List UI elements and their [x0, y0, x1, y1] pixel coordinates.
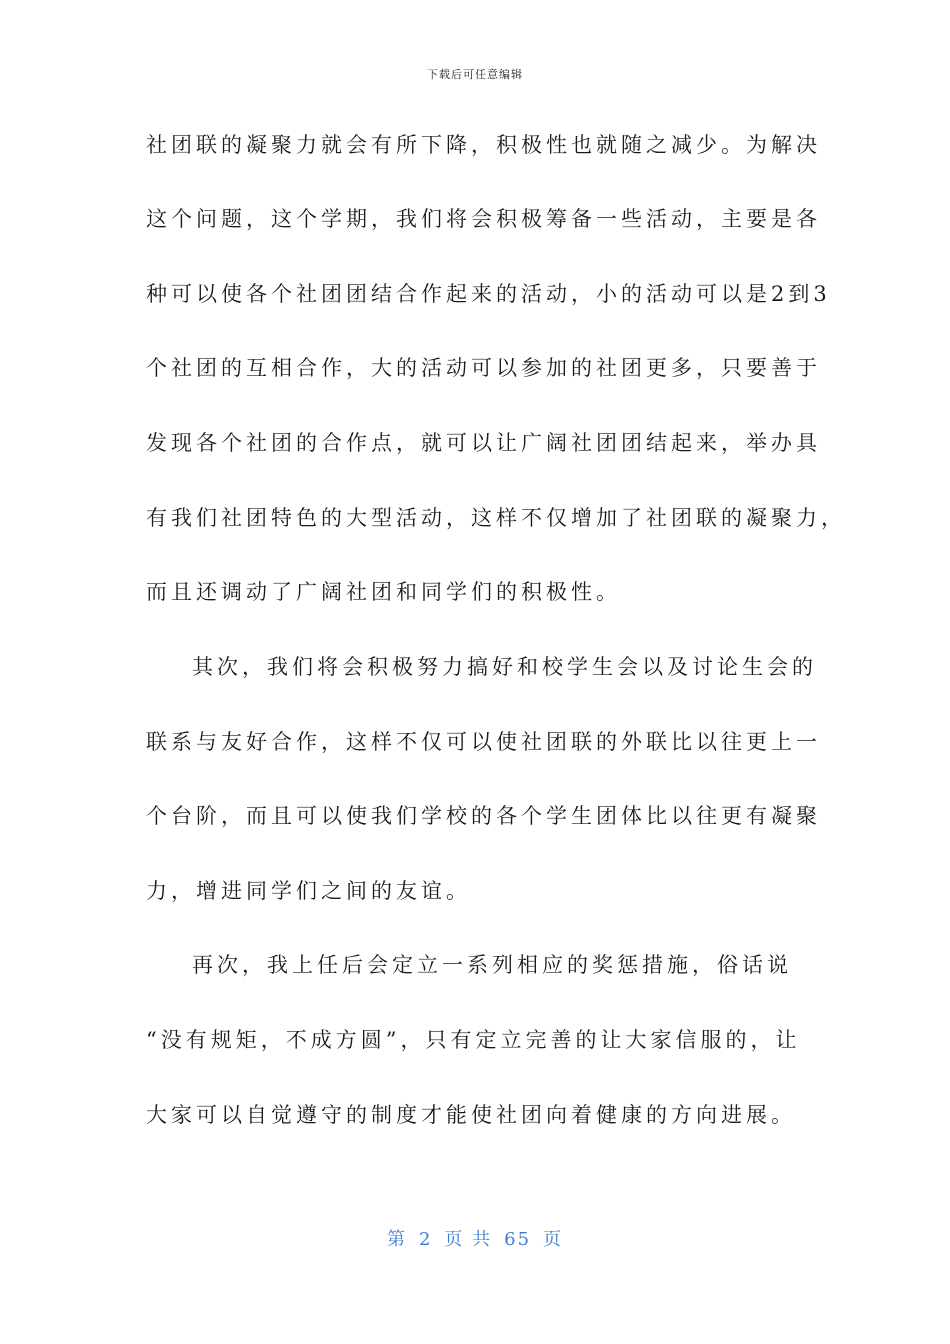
body-text-line: 再次，我上任后会定立一系列相应的奖惩措施，俗话说 [192, 953, 792, 977]
body-text-line: “没有规矩，不成方圆”，只有定立完善的让大家信服的，让 [146, 1028, 801, 1052]
footer-current-page: 2 [418, 1229, 433, 1250]
footer-prefix: 第 [386, 1229, 407, 1250]
body-text-line: 有我们社团特色的大型活动，这样不仅增加了社团联的凝聚力， [146, 506, 846, 530]
body-text-line: 个社团的互相合作，大的活动可以参加的社团更多，只要善于 [146, 356, 821, 380]
footer-total-pages: 65 [504, 1229, 532, 1250]
footer-middle: 页 共 [444, 1229, 493, 1250]
body-text-line: 种可以使各个社团团结合作起来的活动，小的活动可以是2到3 [146, 282, 831, 306]
body-text-line: 社团联的凝聚力就会有所下降，积极性也就随之减少。为解决 [146, 133, 821, 157]
body-text-line: 力，增进同学们之间的友谊。 [146, 879, 471, 903]
body-text-line: 这个问题，这个学期，我们将会积极筹备一些活动，主要是各 [146, 207, 821, 231]
footer-suffix: 页 [543, 1229, 564, 1250]
body-text-line: 发现各个社团的合作点，就可以让广阔社团团结起来，举办具 [146, 431, 821, 455]
page-number-footer [0, 1225, 950, 1251]
body-text-line: 个台阶，而且可以使我们学校的各个学生团体比以往更有凝聚 [146, 804, 821, 828]
body-text-line: 联系与友好合作，这样不仅可以使社团联的外联比以往更上一 [146, 730, 821, 754]
page-header-note: 下载后可任意编辑 [427, 68, 523, 81]
body-text-line: 其次，我们将会积极努力搞好和校学生会以及讨论生会的 [192, 655, 817, 679]
body-text-line: 而且还调动了广阔社团和同学们的积极性。 [146, 580, 621, 604]
body-text-line: 大家可以自觉遵守的制度才能使社团向着健康的方向进展。 [146, 1103, 796, 1127]
